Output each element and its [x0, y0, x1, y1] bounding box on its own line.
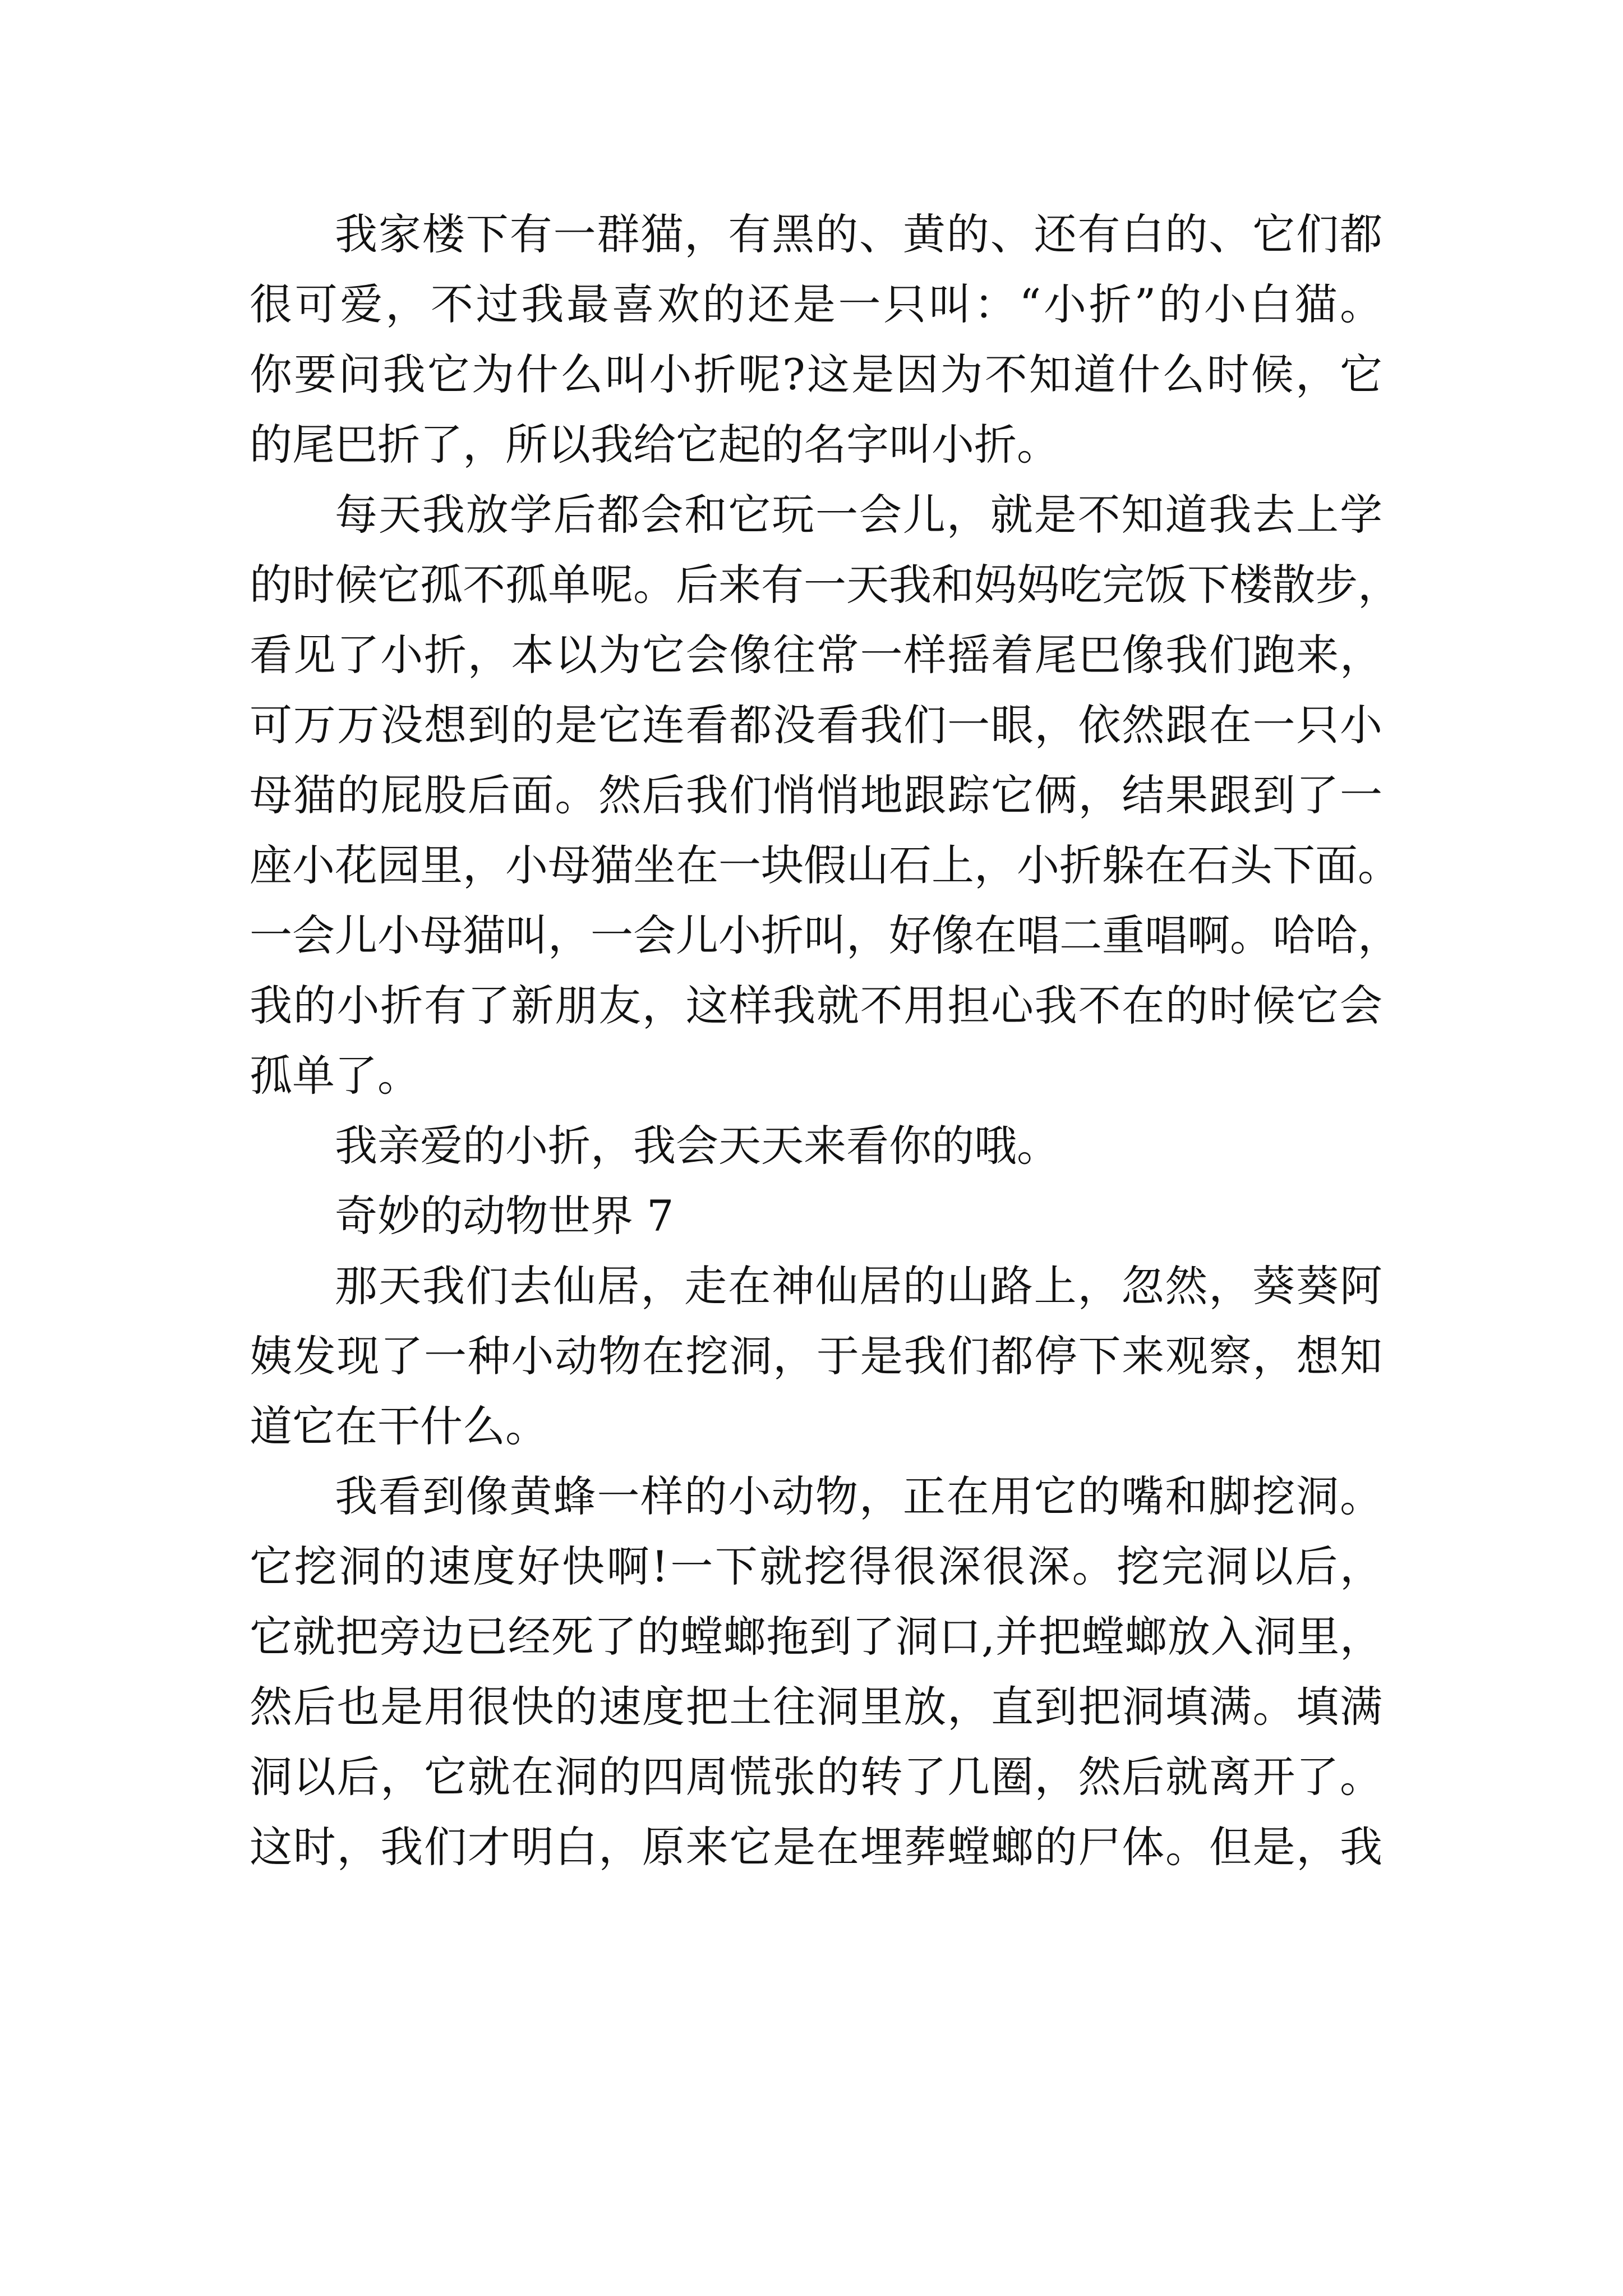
- text-line: 的时候它孤不孤单呢。后来有一天我和妈妈吃完饭下楼散步，: [250, 560, 1400, 610]
- text-line: 洞以后，它就在洞的四周慌张的转了几圈，然后就离开了。: [250, 1752, 1382, 1802]
- text-line: 道它在干什么。: [250, 1401, 548, 1451]
- section-title: 奇妙的动物世界 7: [335, 1191, 674, 1241]
- text-line: 它挖洞的速度好快啊!一下就挖得很深很深。挖完洞以后，: [250, 1542, 1382, 1591]
- text-line: 我看到像黄蜂一样的小动物，正在用它的嘴和脚挖洞。: [335, 1471, 1382, 1521]
- text-line: 很可爱，不过我最喜欢的还是一只叫：“小折”的小白猫。: [250, 279, 1382, 329]
- text-line: 座小花园里，小母猫坐在一块假山石上，小折躲在石头下面。: [250, 840, 1400, 890]
- text-line: 我家楼下有一群猫，有黑的、黄的、还有白的、它们都: [335, 209, 1382, 259]
- text-line: 看见了小折，本以为它会像往常一样摇着尾巴像我们跑来，: [250, 630, 1382, 680]
- text-line: 你要问我它为什么叫小折呢?这是因为不知道什么时候，它: [250, 349, 1382, 399]
- text-line: 那天我们去仙居，走在神仙居的山路上，忽然，葵葵阿: [335, 1261, 1382, 1311]
- text-line: 这时，我们才明白，原来它是在埋葬螳螂的尸体。但是，我: [250, 1822, 1382, 1872]
- text-line: 然后也是用很快的速度把土往洞里放，直到把洞填满。填满: [250, 1682, 1382, 1732]
- text-line: 母猫的屁股后面。然后我们悄悄地跟踪它俩，结果跟到了一: [250, 770, 1382, 820]
- document-body: [250, 199, 1400, 1882]
- text-line: 我亲爱的小折，我会天天来看你的哦。: [335, 1121, 1059, 1171]
- text-line: 可万万没想到的是它连看都没看我们一眼，依然跟在一只小: [250, 700, 1382, 750]
- text-line: 孤单了。: [250, 1051, 420, 1101]
- text-line: 姨发现了一种小动物在挖洞，于是我们都停下来观察，想知: [250, 1331, 1382, 1381]
- text-line: 每天我放学后都会和它玩一会儿，就是不知道我去上学: [335, 490, 1382, 540]
- text-line: 一会儿小母猫叫，一会儿小折叫，好像在唱二重唱啊。哈哈，: [250, 910, 1400, 960]
- text-line: 的尾巴折了，所以我给它起的名字叫小折。: [250, 420, 1059, 470]
- text-line: 我的小折有了新朋友，这样我就不用担心我不在的时候它会: [250, 981, 1382, 1030]
- text-line: 它就把旁边已经死了的螳螂拖到了洞口,并把螳螂放入洞里，: [250, 1612, 1382, 1662]
